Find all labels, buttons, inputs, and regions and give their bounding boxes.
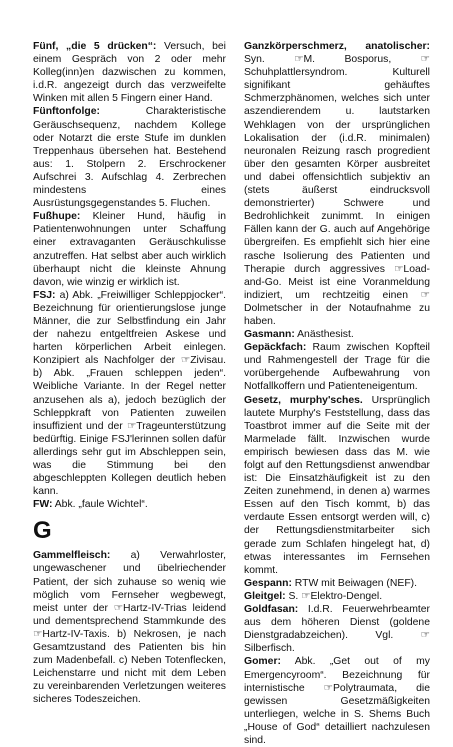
glossary-entry [33,498,226,511]
entry-text: Syn. ☞M. Bosporus, ☞Schuhplattlersyndrom. Kulturell signifikant gehäuftes Schmerzphänomen, welches sich unter aszendierendem u. lautstarken Wehklagen von der ursprünglichen Lokalisation der (i.d.R. minimalen) neuronalen Reizung rasch progredient über den gesamten Körper ausbreitet und dabei offensichtlich subjektiv an (stets äußerst eindrucksvoll demonstrierter) Schwere und Bedrohlichkeit zunimmt. In einigen Fällen kann der G. auch auf Angehörige übergreifen. Es empfiehlt sich hier eine rasche Isolierung des Patienten und Therapie durch aggressives ☞Load-and-Go. Meist ist eine Voranmeldung indiziert, um rechtzeitig einen ☞Dolmetscher in der Notaufnahme zu haben. [244,54,430,327]
entry-term: Gammelfleisch: [33,550,111,562]
glossary-entry [244,577,430,590]
glossary-entry [244,328,430,341]
section-letter-heading: G [33,517,52,545]
entry-term: Gleitgel: [244,590,286,602]
entry-term: Ganzkörperschmerz, anatolischer: [244,41,430,52]
entry-term: FW: [33,499,53,511]
entry-text: S. ☞Elektro-Dengel. [285,590,383,602]
glossary-entry [33,105,226,210]
glossary-entry [244,40,430,328]
entry-text: Raum zwischen Kopfteil und Rahmengestell der Trage für die vorübergehende Aufbewahrung von Notfallkoffern und Patienteneigentum. [244,342,430,393]
entry-text: Abk. „Get out of my Emergencyroom“. Bezeichnung für internistische ☞Polytraumata, die gewissen Gesetzmäßigkeiten unterliegen, welche in S. Shems Buch „House of God“ detailliert nachzulesen sind. [244,656,430,746]
glossary-entry [33,549,226,706]
glossary-entry [33,210,226,289]
entry-term: Fünftonfolge: [33,106,100,118]
entry-text: a) Abk. „Freiwilliger Schleppjocker“. Bezeichnung für orientierungslose junge Männer, die zur Selbstfindung ein Jahr der nahezu entgeltfreien Askese und harten körperlichen Arbeit einlegen. Konzipiert als Nachfolger der ☞Zivisau. b) Abk. „Frauen schleppen jeden“. Weibliche Variante. In der Regel netter anzusehen als a), jedoch bezüglich der Schleppkraft von Patienten zuweilen insuffizient und der ☞Trageunterstützung bedürftig. Einige FSJ'lerinnen sollen dafür allerdings sehr gut im Abschleppen sein, was die Stimmung bei den abgeschleppten Kollegen deutlich heben kann. [33,289,226,498]
entry-text: Kleiner Hund, häufig in Patientenwohnungen unter Schaffung einer extravaganten Geräuschkulisse anzutreffen. Hat selbst aber auch wirklich überhaupt nicht die kleinste Ahnung davon, wie winzig er wirklich ist. [33,211,226,288]
glossary-entry [244,603,430,655]
entry-term: Gomer: [244,656,281,668]
glossary-entry [244,655,430,747]
left-column [33,40,226,707]
entry-term: Gasmann: [244,329,295,341]
entry-text: Ursprünglich lautete Murphy's Feststellung, dass das Toastbrot immer auf die Seite mit der Marmelade fällt. Inzwischen wurde empirisch bewiesen dass das M. wie folgt auf den Rettungsdienst anwendbar ist: Die Einsatzhäufigkeit ist zu den Zeiten zunehmend, in denen a) warmes Essen auf den Tisch kommt, b) das verdaute Essen entsorgt werden will, c) der Rettungsdienstmitarbeiter sich gerade zum Schlafen hingelegt hat, d) etwas interessantes im Fernsehen kommt. [244,394,430,576]
entry-term: Fünf, „die 5 drücken“: [33,41,157,52]
glossary-entry [33,40,226,105]
glossary-entry [244,590,430,603]
entry-text: Anästhesist. [294,329,354,341]
entry-text: Abk. „faule Wichtel“. [52,499,148,511]
entry-term: Fußhupe: [33,211,81,223]
entry-term: Gesetz, murphy'sches. [244,394,363,406]
entry-term: Goldfasan: [244,604,299,616]
glossary-entry [244,394,430,577]
entry-text: a) Verwahrloster, ungewaschener und übelriechender Patient, der sich zuhause so weniq wie möglich vom Fernseher wegbewegt, meist unter der ☞Hartz-IV-Trias leidend und dementsprechend Stammkunde des ☞Hartz-IV-Taxis. b) Nekrosen, je nach Gesamtzustand des Patienten bis hin zum Madenbefall. c) Neben Totenflecken, Leichenstarre und nicht mit dem Leben zu vereinbarenden Verletzungen weiteres sicheres Todeszeichen. [33,550,226,706]
entry-term: FSJ: [33,289,56,301]
glossary-entry [244,341,430,393]
entry-text: Versuch, bei einem Gespräch von 2 oder mehr Kolleg(inn)en dazwischen zu kommen, i.d.R. angezeigt durch das verzweifelte Winken mit allen 5 Fingern einer Hand. [33,41,226,105]
entry-term: Gepäckfach: [244,342,307,354]
entry-text: I.d.R. Feuerwehrbeamter aus dem höheren Dienst (goldene Dienstgradabzeichen). Vgl. ☞Silberfisch. [244,604,430,655]
glossary-entry [33,289,226,499]
entry-term: Gespann: [244,577,292,589]
right-column [244,40,430,747]
entry-text: Charakteristische Geräuschsequenz, nachdem Kollege oder Notarzt die erste Stufe im dunklen Treppenhaus übersehen hat. Bestehend aus: 1. Stolpern 2. Erschrockener Aufschrei 3. Aufschlag 4. Zerbrechen mindestens eines Ausrüstungsgegenstandes 5. Fluchen. [33,106,226,210]
entry-text: RTW mit Beiwagen (NEF). [291,577,418,589]
